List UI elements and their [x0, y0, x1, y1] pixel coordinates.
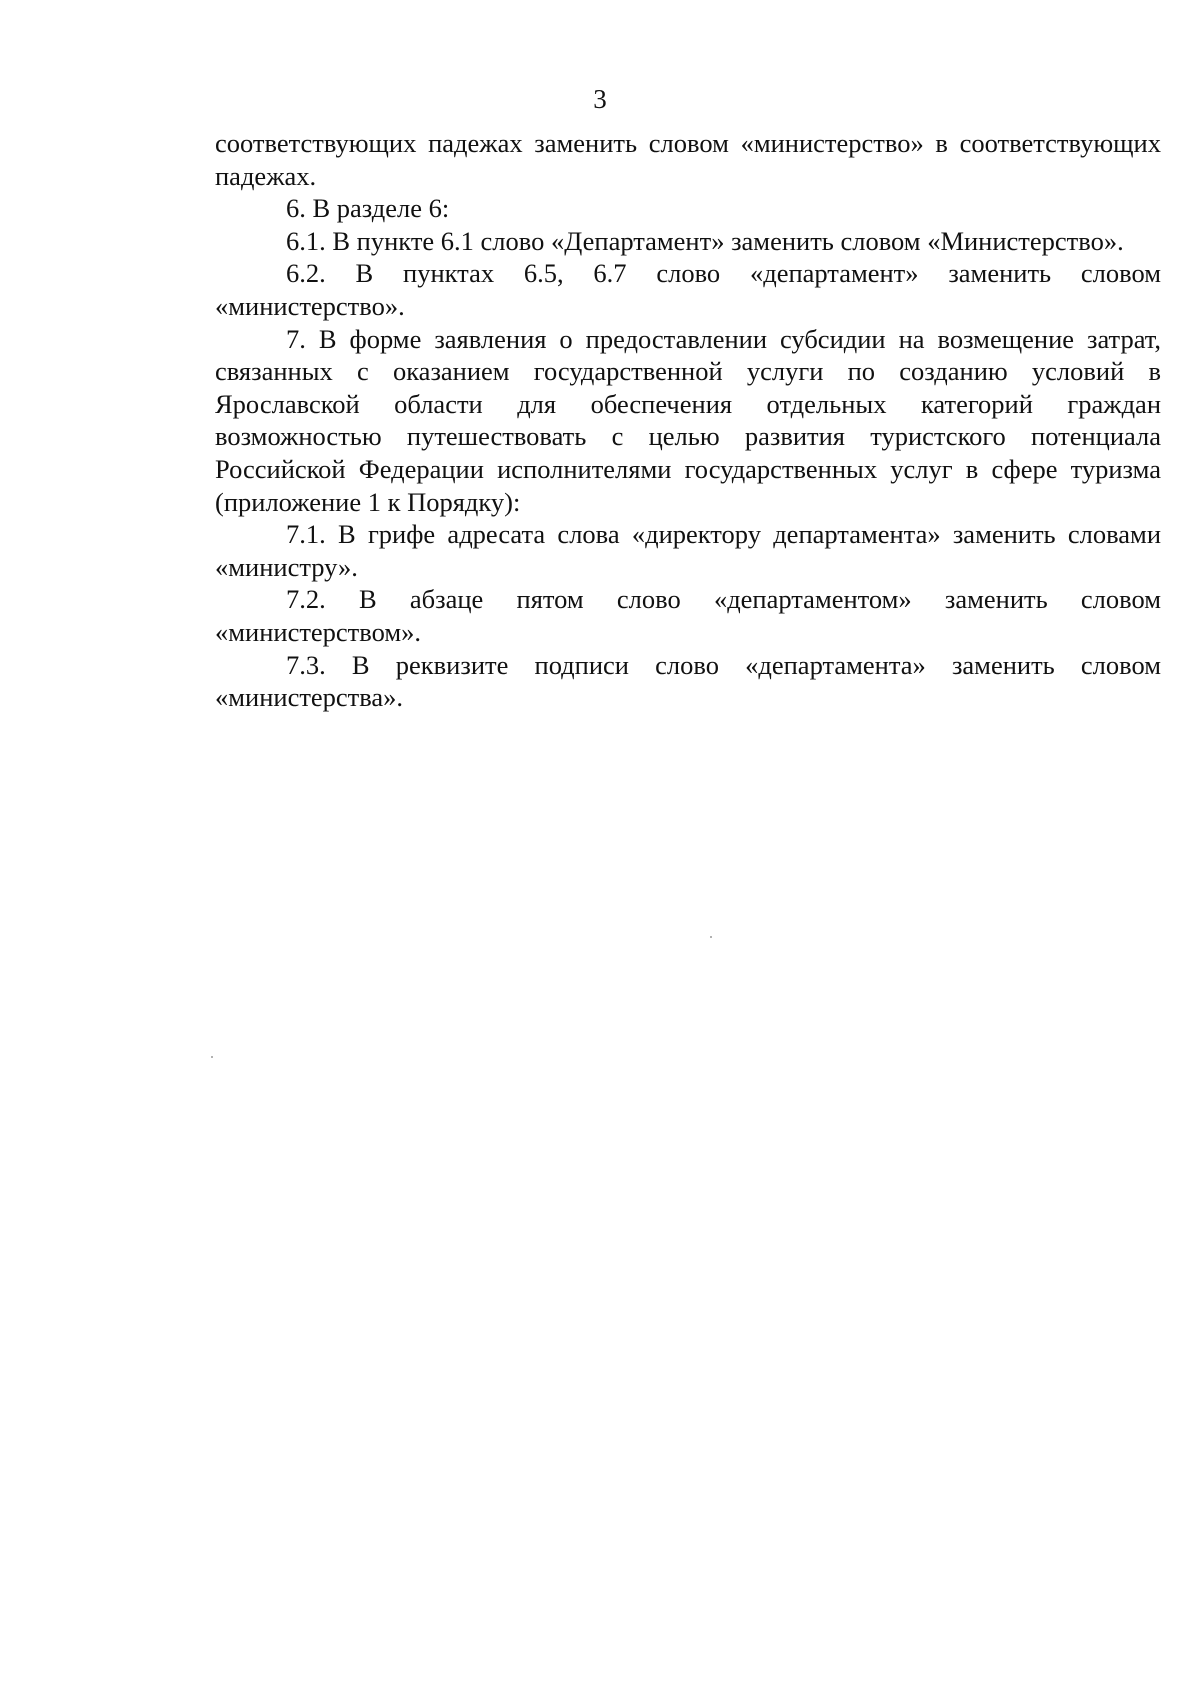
scan-speck [211, 1056, 213, 1058]
page-number: 3 [593, 84, 607, 114]
paragraph-item-7-1: 7.1. В грифе адресата слова «директору департамента» заменить словами «министру». [215, 519, 1161, 582]
scan-speck [710, 936, 712, 938]
paragraph-section-6: 6. В разделе 6: [286, 193, 450, 224]
paragraph-item-7-3: 7.3. В реквизите подписи слово «департамента» заменить словом «министерства». [215, 649, 1161, 713]
document-body [215, 127, 1161, 714]
paragraph-item-7: 7. В форме заявления о предоставлении субсидии на возмещение затрат, связанных с оказанием государственной услуги по созданию условий в Ярославской области для обеспечения отдельных категорий граждан возможностью путешествовать с целью развития туристского потенциала Российской Федерации исполнителями государственных услуг в сфере туризма (приложение 1 к Порядку): [215, 323, 1161, 517]
paragraph-continuation: соответствующих падежах заменить словом «министерство» в соответствующих падежах. [215, 128, 1161, 191]
paragraph-item-6-1: 6.1. В пункте 6.1 слово «Департамент» заменить словом «Министерство». [286, 225, 1124, 256]
paragraph-item-6-2: 6.2. В пунктах 6.5, 6.7 слово «департамент» заменить словом «министерство». [215, 258, 1161, 321]
paragraph-item-7-2: 7.2. В абзаце пятом слово «департаментом» заменить словом «министерством». [215, 584, 1161, 647]
